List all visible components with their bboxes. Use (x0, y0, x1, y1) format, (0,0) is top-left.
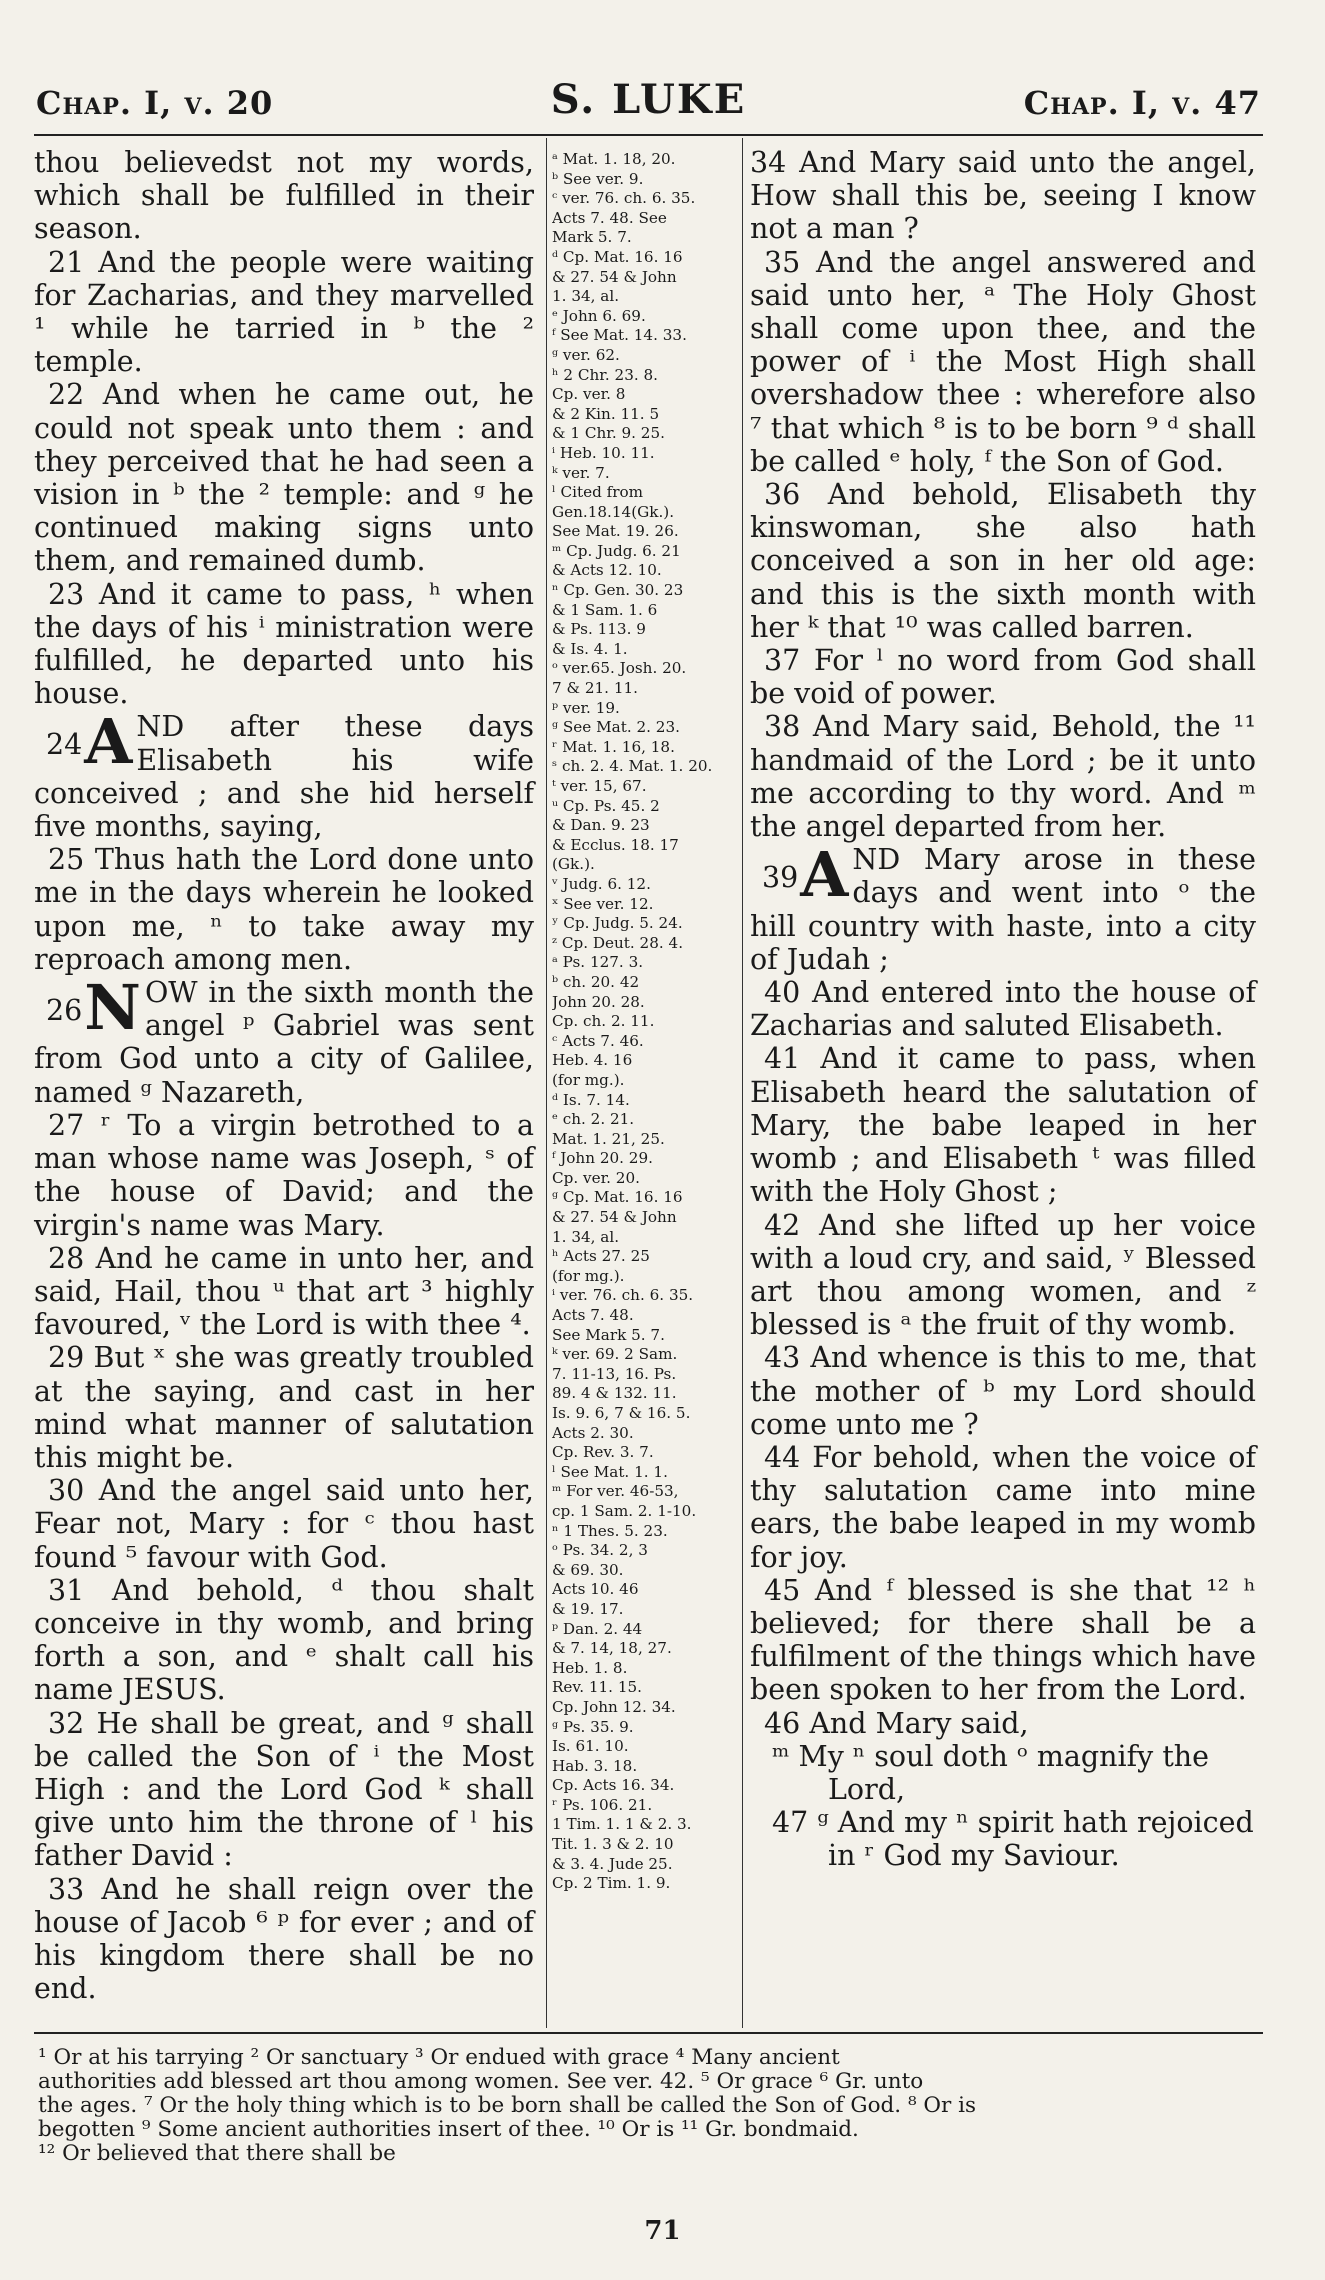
page-header (36, 76, 1261, 126)
right-text-column (750, 146, 1256, 1873)
chapter-verse-start: Chap. I, v. 20 (36, 84, 274, 122)
cross-reference: ᶻ Cp. Deut. 28. 4. (552, 933, 684, 952)
cross-reference: 7 & 21. 11. (552, 679, 638, 698)
cross-reference: ᶜ Acts 7. 46. (552, 1031, 644, 1050)
verse-v30: 30 And the angel said unto her, Fear not, Mary : for ᶜ thou hast found ⁵ favour with God. (34, 1474, 534, 1574)
cross-reference: ᵍ ver. 62. (552, 345, 620, 364)
verse-v26 (34, 971, 534, 1109)
verse-v40: 40 And entered into the house of Zacharias and saluted Elisabeth. (750, 976, 1256, 1043)
cross-reference: & Is. 4. 1. (552, 639, 628, 658)
cross-reference: (for mg.). (552, 1070, 625, 1089)
cross-reference: Mat. 1. 21, 25. (552, 1129, 665, 1148)
cross-reference: ʸ Cp. Judg. 5. 24. (552, 914, 683, 933)
verse-v24 (34, 705, 534, 844)
cross-reference: ʰ 2 Chr. 23. 8. (552, 365, 659, 384)
cross-reference: ᵖ ver. 19. (552, 698, 620, 717)
column-divider-right (742, 138, 743, 2028)
verse-number: 39 (762, 861, 799, 895)
verse-v46b: ᵐ My ⁿ soul doth ᵒ magnify the Lord, (772, 1739, 1210, 1806)
cross-reference: Tit. 1. 3 & 2. 10 (552, 1835, 674, 1854)
cross-reference: ᵈ Cp. Mat. 16. 16 (552, 247, 683, 266)
cross-reference: 7. 11-13, 16. Ps. (552, 1364, 677, 1383)
verse-v43: 43 And whence is this to me, that the mother of ᵇ my Lord should come unto me ? (750, 1341, 1256, 1441)
verse-v41: 41 And it came to pass, when Elisabeth heard the salutation of Mary, the babe leaped in her womb ; and Elisabeth ᵗ was filled with the Holy Ghost ; (750, 1042, 1256, 1209)
cross-reference: Acts 7. 48. See (552, 208, 667, 227)
verse-v25: 25 Thus hath the Lord done unto me in the days wherein he looked upon me, ⁿ to take away my reproach among men. (34, 843, 534, 976)
verse-v28: 28 And he came in unto her, and said, Hail, thou ᵘ that art ³ highly favoured, ᵛ the Lord is with thee ⁴. (34, 1241, 534, 1342)
cross-reference: & 27. 54 & John (552, 1208, 677, 1227)
cross-reference: ᵏ ver. 69. 2 Sam. (552, 1345, 678, 1364)
cross-reference: cp. 1 Sam. 2. 1-10. (552, 1501, 697, 1520)
cross-reference: & 1 Sam. 1. 6 (552, 600, 658, 619)
cross-reference: & 27. 54 & John (552, 267, 677, 286)
footnotes (38, 2046, 1262, 2166)
cross-reference: See Mark 5. 7. (552, 1325, 665, 1344)
cross-reference: ᵃ Mat. 1. 18, 20. (552, 150, 676, 168)
verse-v47: 47 ᵍ And my ⁿ spirit hath rejoiced in ʳ God my Saviour. (772, 1806, 1254, 1873)
cross-reference: ᵍ Cp. Mat. 16. 16 (552, 1188, 683, 1207)
cross-reference: & 69. 30. (552, 1560, 624, 1579)
cross-reference: ⁱ Heb. 10. 11. (552, 443, 655, 462)
footnote-line: ¹² Or believed that there shall be (38, 2141, 396, 2166)
footnote-line: the ages. ⁷ Or the holy thing which is to be born shall be called the Son of God. ⁸ Or is (38, 2093, 977, 2118)
chapter-verse-end: Chap. I, v. 47 (1023, 84, 1261, 122)
cross-reference: Cp. Rev. 3. 7. (552, 1443, 654, 1462)
cross-reference: 1 Tim. 1. 1 & 2. 3. (552, 1815, 692, 1834)
cross-reference: Hab. 3. 18. (552, 1756, 638, 1775)
verse-v38: 38 And Mary said, Behold, the ¹¹ handmaid of the Lord ; be it unto me according to thy word. And ᵐ the angel departed from her. (750, 710, 1256, 844)
drop-cap-letter: N (84, 971, 141, 1045)
cross-reference: ⁿ Cp. Gen. 30. 23 (552, 581, 684, 600)
cross-reference: Acts 7. 48. (552, 1306, 634, 1325)
cross-reference: ᶠ See Mat. 14. 33. (552, 326, 687, 345)
cross-reference: Is. 9. 6, 7 & 16. 5. (552, 1404, 691, 1422)
verse-v35: 35 And the angel answered and said unto her, ᵃ The Holy Ghost shall come upon thee, and the power of ⁱ the Most High shall overshadow thee : wherefore also ⁷ that which ⁸ is to be born ⁹ ᵈ shall be called ᵉ holy, ᶠ the Son of God. (750, 245, 1256, 478)
footnote-line: authorities add blessed art thou among women. See ver. 42. ⁵ Or grace ⁶ Gr. unto (38, 2069, 924, 2094)
verse-v21: 21 And the people were waiting for Zacharias, and they marvelled ¹ while he tarried in ᵇ the ² temple. (34, 245, 534, 379)
cross-reference: ᵖ Dan. 2. 44 (552, 1619, 643, 1638)
column-divider-left (546, 138, 547, 2028)
cross-reference: & 1 Chr. 9. 25. (552, 424, 665, 443)
cross-reference: Is. 61. 10. (552, 1737, 629, 1756)
cross-reference: 89. 4 & 132. 11. (552, 1384, 677, 1403)
cross-reference: ˡ Cited from (552, 483, 644, 502)
verse-v33: 33 And he shall reign over the house of Jacob ⁶ ᵖ for ever ; and of his kingdom there shall be no end. (34, 1872, 534, 2006)
cross-reference: ᶠ John 20. 29. (552, 1149, 653, 1168)
cross-reference: Acts 2. 30. (552, 1423, 634, 1442)
footnote-line: begotten ⁹ Some ancient authorities insert of thee. ¹⁰ Or is ¹¹ Gr. bondmaid. (38, 2117, 859, 2142)
cross-reference: ᵇ ch. 20. 42 (552, 972, 640, 991)
verse-text: ND Mary arose in these days and went into ᵒ the hill country with haste, into a city of Judah ; (750, 843, 1256, 976)
cross-reference: Cp. John 12. 34. (552, 1697, 676, 1716)
verse-v29: 29 But ˣ she was greatly troubled at the saying, and cast in her mind what manner of salutation this might be. (34, 1341, 534, 1474)
drop-cap-letter: A (84, 705, 133, 779)
verse-v34: 34 And Mary said unto the angel, How shall this be, seeing I know not a man ? (750, 146, 1256, 246)
cross-reference: Cp. ch. 2. 11. (552, 1012, 655, 1031)
verse-v23: 23 And it came to pass, ʰ when the days of his ⁱ ministration were fulfilled, he departed unto his house. (34, 577, 534, 711)
cross-reference: ᵃ Ps. 127. 3. (552, 953, 644, 972)
cross-reference: ᵍ See Mat. 2. 23. (552, 718, 680, 737)
verse-number: 26 (46, 994, 83, 1028)
verse-v32: 32 He shall be great, and ᵍ shall be called the Son of ⁱ the Most High : and the Lord God ᵏ shall give unto him the throne of ˡ his father David : (34, 1706, 534, 1873)
book-title: S. LUKE (550, 76, 747, 123)
cross-reference: ᵉ ch. 2. 21. (552, 1110, 635, 1129)
cross-reference: Cp. 2 Tim. 1. 9. (552, 1874, 671, 1893)
cross-reference: Cp. Acts 16. 34. (552, 1776, 675, 1795)
verse-text: ND after these days Elisabeth his wife conceived ; and she hid herself five months, saying, (34, 710, 534, 844)
cross-reference: 1. 34, al. (552, 287, 620, 306)
cross-reference: ˣ See ver. 12. (552, 894, 654, 913)
cross-reference: ᵏ ver. 7. (552, 463, 610, 482)
verse-cont: thou believedst not my words, which shall be fulfilled in their season. (34, 146, 534, 246)
verse-v37: 37 For ˡ no word from God shall be void of power. (750, 644, 1256, 711)
cross-reference: ᵐ Cp. Judg. 6. 21 (552, 541, 681, 560)
cross-reference: & Acts 12. 10. (552, 561, 662, 580)
cross-reference: ᶜ ver. 76. ch. 6. 35. (552, 189, 696, 208)
cross-reference: ᵘ Cp. Ps. 45. 2 (552, 796, 660, 815)
left-text-column (34, 146, 534, 2005)
verse-v45: 45 And ᶠ blessed is she that ¹² ʰ believed; for there shall be a fulfilment of the things which have been spoken to her from the Lord. (750, 1573, 1256, 1707)
header-rule (34, 134, 1263, 136)
cross-reference: & 3. 4. Jude 25. (552, 1854, 673, 1873)
verse-text: OW in the sixth month the angel ᵖ Gabriel was sent from God unto a city of Galilee, named ᵍ Nazareth, (34, 976, 534, 1109)
footnote-line: ¹ Or at his tarrying ² Or sanctuary ³ Or endued with grace ⁴ Many ancient (38, 2045, 840, 2070)
cross-reference: ʰ Acts 27. 25 (552, 1247, 650, 1266)
cross-reference: & 2 Kin. 11. 5 (552, 404, 660, 423)
cross-reference: ˡ See Mat. 1. 1. (552, 1462, 668, 1481)
footnote-rule (34, 2032, 1263, 2034)
cross-references-column (552, 150, 738, 1894)
page-number: 71 (644, 2216, 681, 2246)
verse-v31: 31 And behold, ᵈ thou shalt conceive in thy womb, and bring forth a son, and ᵉ shalt call his name JESUS. (34, 1573, 534, 1707)
cross-reference: ʳ Ps. 106. 21. (552, 1795, 653, 1814)
verse-v27: 27 ʳ To a virgin betrothed to a man whose name was Joseph, ˢ of the house of David; and the virgin's name was Mary. (34, 1108, 534, 1242)
cross-reference: Cp. ver. 20. (552, 1168, 640, 1187)
cross-reference: ᵇ See ver. 9. (552, 169, 644, 188)
verse-v39 (750, 838, 1256, 976)
cross-reference: ʳ Mat. 1. 16, 18. (552, 737, 675, 756)
cross-reference: John 20. 28. (552, 992, 645, 1011)
cross-reference: Mark 5. 7. (552, 228, 632, 247)
cross-reference: ᵐ For ver. 46-53, (552, 1482, 679, 1501)
cross-reference: Gen.18.14(Gk.). (552, 502, 675, 521)
verse-v36: 36 And behold, Elisabeth thy kinswoman, she also hath conceived a son in her old age: and this is the sixth month with her ᵏ that ¹⁰ was called barren. (750, 478, 1256, 644)
verse-v42: 42 And she lifted up her voice with a loud cry, and said, ʸ Blessed art thou among women, and ᶻ blessed is ᵃ the fruit of thy womb. (750, 1208, 1256, 1342)
verse-v44: 44 For behold, when the voice of thy salutation came into mine ears, the babe leaped in my womb for joy. (750, 1440, 1256, 1574)
cross-reference: (for mg.). (552, 1266, 625, 1285)
cross-reference: ᵍ Ps. 35. 9. (552, 1717, 634, 1736)
cross-reference: ᵈ Is. 7. 14. (552, 1090, 630, 1109)
cross-reference: & Dan. 9. 23 (552, 816, 650, 835)
cross-reference: ⁿ 1 Thes. 5. 23. (552, 1521, 668, 1540)
cross-reference: ᵒ Ps. 34. 2, 3 (552, 1541, 648, 1560)
cross-reference: 1. 34, al. (552, 1227, 620, 1246)
cross-reference: & 7. 14, 18, 27. (552, 1639, 672, 1658)
drop-cap-letter: A (800, 838, 849, 912)
cross-reference: Cp. ver. 8 (552, 385, 626, 404)
cross-reference: ᵛ Judg. 6. 12. (552, 874, 651, 893)
cross-reference: (Gk.). (552, 855, 595, 874)
cross-reference: Rev. 11. 15. (552, 1678, 642, 1697)
cross-reference: Heb. 1. 8. (552, 1658, 628, 1677)
cross-reference: ᵉ John 6. 69. (552, 306, 646, 325)
verse-number: 24 (46, 728, 83, 762)
verse-v46: 46 And Mary said, (764, 1706, 1029, 1740)
cross-reference: ⁱ ver. 76. ch. 6. 35. (552, 1286, 694, 1305)
cross-reference: ˢ ch. 2. 4. Mat. 1. 20. (552, 757, 713, 776)
cross-reference: ᵗ ver. 15, 67. (552, 777, 647, 795)
cross-reference: Heb. 4. 16 (552, 1051, 633, 1070)
cross-reference: Acts 10. 46 (552, 1580, 639, 1599)
cross-reference: & 19. 17. (552, 1599, 624, 1618)
cross-reference: & Ps. 113. 9 (552, 620, 646, 639)
cross-reference: ᵒ ver.65. Josh. 20. (552, 659, 687, 678)
cross-reference: & Ecclus. 18. 17 (552, 835, 679, 854)
cross-reference: See Mat. 19. 26. (552, 522, 679, 541)
verse-v22: 22 And when he came out, he could not speak unto them : and they perceived that he had seen a vision in ᵇ the ² temple: and ᵍ he continued making signs unto them, and remained dumb. (34, 378, 534, 578)
